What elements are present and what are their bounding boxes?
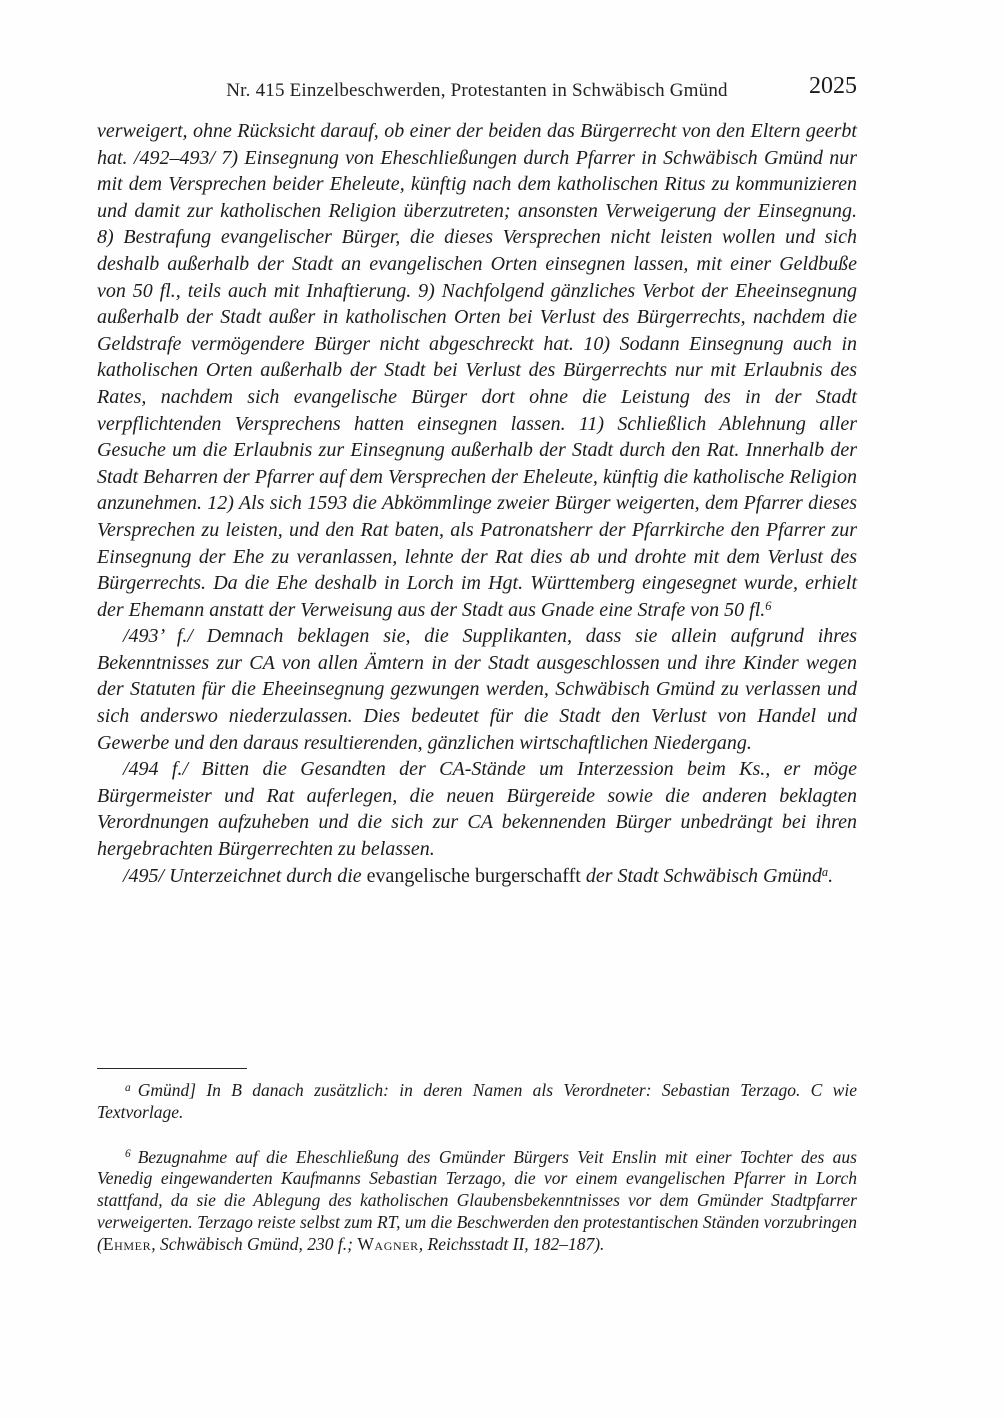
- footnote-a-marker: a: [125, 1081, 131, 1094]
- footnote-a-text: Gmünd] In B danach zusätzlich: in deren Namen als Verordneter: Sebastian Terzago. C wie Textvorlage.: [97, 1080, 857, 1122]
- main-text: [97, 118, 857, 889]
- footnote-area: [97, 1068, 857, 1256]
- paragraph-4-text-mid: der Stadt Schwäbisch Gmünd: [580, 864, 822, 887]
- footnote-6-text-end: , Reichsstadt II, 182–187).: [418, 1233, 605, 1254]
- footnote-ref-6: 6: [765, 599, 772, 614]
- footnote-a: [97, 1080, 857, 1124]
- running-title: Nr. 415 Einzelbeschwerden, Protestanten in Schwäbisch Gmünd: [226, 80, 728, 101]
- paragraph-2: /493’ f./ Demnach beklagen sie, die Supplikanten, dass sie allein aufgrund ihres Bekenntnisses zur CA von allen Ämtern in der Stadt ausgeschlossen und ihre Kinder wegen der Statuten für die Eheeinsegnung gezwungen werden, Schwäbisch Gmünd zu verlassen und sich anderswo niederzulassen. Dies bedeutet für die Stadt den Verlust von Handel und Gewerbe und den daraus resultierenden, gänzlichen wirtschaftlichen Niedergang.: [97, 625, 857, 754]
- page-number: 2025: [809, 73, 857, 99]
- footnote-6-text-mid: , Schwäbisch Gmünd, 230 f.;: [151, 1233, 358, 1254]
- footnote-ref-a: a: [821, 865, 829, 880]
- footnote-separator: [97, 1068, 247, 1069]
- footnote-6-marker: 6: [125, 1148, 131, 1161]
- page-header: [97, 73, 857, 112]
- paragraph-1: [97, 118, 857, 623]
- paragraph-3: /494 f./ Bitten die Gesandten der CA-Stände um Interzession beim Ks., er möge Bürgermeister und Rat auferlegen, die neuen Bürgereide sowie die anderen beklagten Verordnungen aufzuheben und die sich zur CA bekennenden Bürger unbedrängt bei ihren hergebrachten Bürgerrechten zu belassen.: [97, 758, 857, 861]
- footnote-6-author-2: Wagner: [357, 1233, 419, 1254]
- signature-phrase: evangelische burgerschafft: [366, 864, 581, 887]
- paragraph-4-text-end: .: [828, 864, 834, 887]
- footnote-6-author-1: Ehmer: [102, 1233, 152, 1254]
- paragraph-4: [97, 863, 857, 890]
- paragraph-1-text: verweigert, ohne Rücksicht darauf, ob einer der beiden das Bürgerrecht von den Eltern geerbt hat. /492–493/ 7) Einsegnung von Eheschließungen durch Pfarrer in Schwäbisch Gmünd nur mit dem Versprechen beider Eheleute, künftig nach dem katholischen Ritus zu kommunizieren und damit zur katholischen Religion überzutreten; ansonsten Verweigerung der Einsegnung. 8) Bestrafung evangelischer Bürger, die dieses Versprechen nicht leisten wollen und sich deshalb außerhalb der Stadt an evangelischen Orten einsegnen lassen, mit einer Geldbuße von 50 fl., teils auch mit Inhaftierung. 9) Nachfolgend gänzliches Verbot der Eheeinsegnung außerhalb der Stadt außer in katholischen Orten bei Verlust des Bürgerrechts, nachdem die Geldstrafe vermögendere Bürger nicht abgeschreckt hat. 10) Sodann Einsegnung auch in katholischen Orten außerhalb der Stadt bei Verlust des Bürgerrechts nur mit Erlaubnis des Rates, nachdem sich evangelische Bürger dort ohne die Leistung des in der Stadt verpflichtenden Versprechens hatten einsegnen lassen. 11) Schließlich Ablehnung aller Gesuche um die Erlaubnis zur Einsegnung außerhalb der Stadt durch den Rat. Innerhalb der Stadt Beharren der Pfarrer auf dem Versprechen der Eheleute, künftig die katholische Religion anzunehmen. 12) Als sich 1593 die Abkömmlinge zweier Bürger weigerten, dem Pfarrer dieses Versprechen zu leisten, und den Rat baten, als Patronatsherr der Pfarrkirche den Pfarrer zur Einsegnung der Ehe zu veranlassen, lehnte der Rat dies ab und drohte mit dem Verlust des Bürgerrechts. Da die Ehe deshalb in Lorch im Hgt. Württemberg eingesegnet wurde, erhielt der Ehemann anstatt der Verweisung aus der Stadt aus Gnade eine Strafe von 50 fl.: [97, 120, 857, 621]
- footnote-6: [97, 1147, 857, 1256]
- footnote-6-text-start: Bezugnahme auf die Eheschließung des Gmünder Bürgers Veit Enslin mit einer Tochter des aus Venedig eingewanderten Kaufmanns Sebastian Terzago, die vor einem evangelischen Pfarrer in Lorch stattfand, da sie die Ablegung des katholischen Glaubensbekenntnisses vor dem Gmünder Stadtpfarrer verweigerten. Terzago reiste selbst zum RT, um die Beschwerden den protestantischen Ständen vorzubringen (: [97, 1146, 857, 1254]
- paragraph-4-text-start: /495/ Unterzeichnet durch die: [123, 864, 367, 887]
